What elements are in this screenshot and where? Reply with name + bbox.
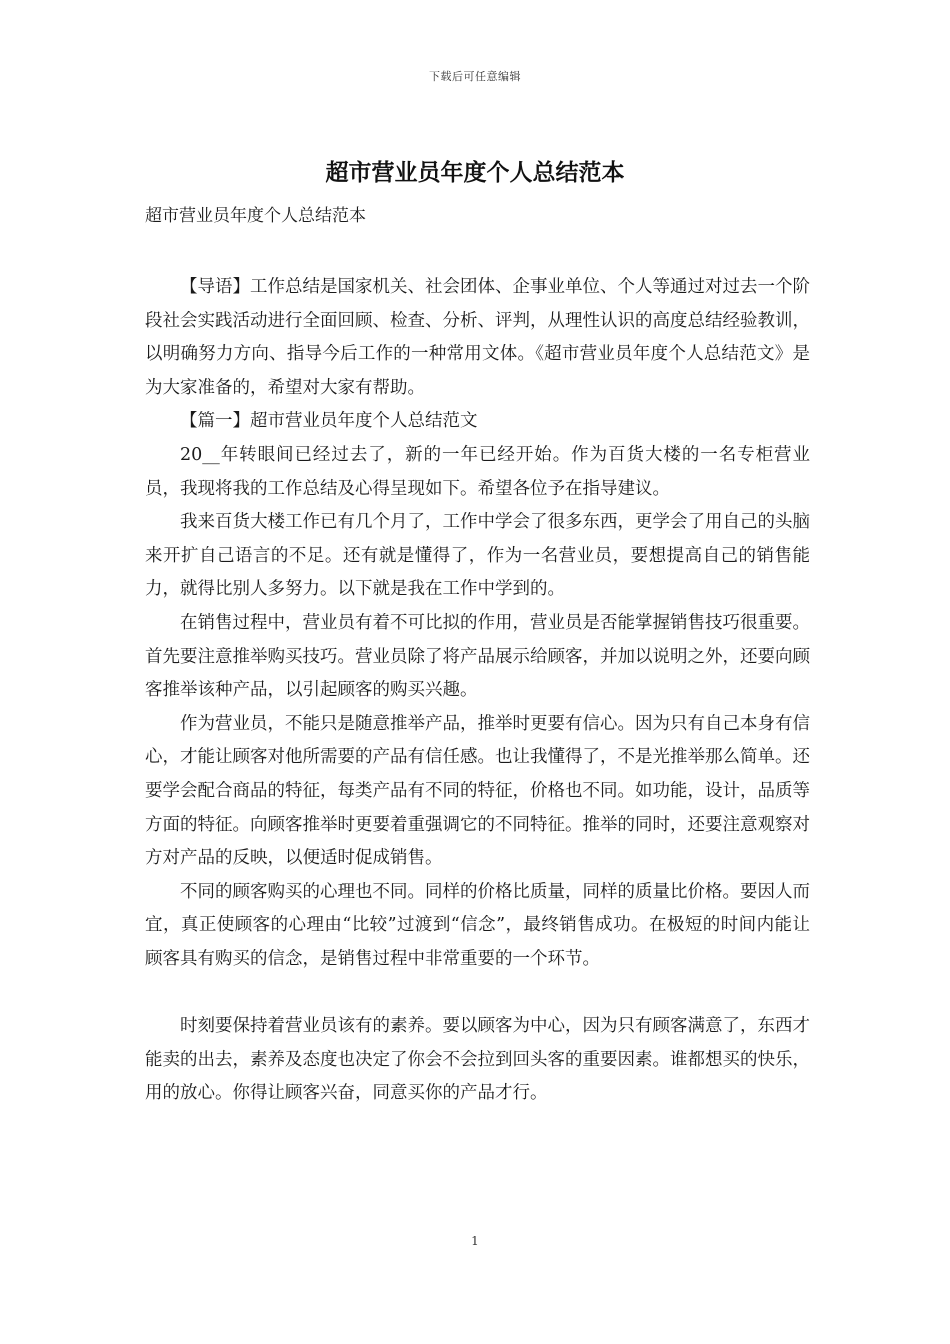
header-note: 下载后可任意编辑	[429, 70, 521, 83]
paragraph: 作为营业员，不能只是随意推举产品，推举时更要有信心。因为只有自己本身有信心，才能让顾客对他所需要的产品有信任感。也让我懂得了，不是光推举那么简单。还要学会配合商品的特征，每类产品有不同的特征，价格也不同。如功能，设计，品质等方面的特征。向顾客推举时更要着重强调它的不同特征。推举的同时，还要注意观察对方对产品的反映，以便适时促成销售。	[145, 713, 810, 869]
paragraph: 20__年转眼间已经过去了，新的一年已经开始。作为百货大楼的一名专柜营业员，我现将我的工作总结及心得呈现如下。希望各位予在指导建议。	[145, 444, 810, 499]
document-subtitle: 超市营业员年度个人总结范本	[145, 206, 366, 226]
paragraph: 我来百货大楼工作已有几个月了，工作中学会了很多东西，更学会了用自己的头脑来开扩自己语言的不足。还有就是懂得了，作为一名营业员，要想提高自己的销售能力，就得比别人多努力。以下就是我在工作中学到的。	[145, 512, 810, 600]
paragraph: 在销售过程中，营业员有着不可比拟的作用，营业员是否能掌握销售技巧很重要。首先要注意推举购买技巧。营业员除了将产品展示给顾客，并加以说明之外，还要向顾客推举该种产品，以引起顾客的购买兴趣。	[145, 612, 810, 701]
paragraph: 不同的顾客购买的心理也不同。同样的价格比质量，同样的质量比价格。要因人而宜，真正使顾客的心理由“比较”过渡到“信念”，最终销售成功。在极短的时间内能让顾客具有购买的信念，是销售过程中非常重要的一个环节。	[145, 881, 810, 969]
paragraph-section-heading: 【篇一】超市营业员年度个人总结范文	[180, 411, 478, 432]
page-number: 1	[471, 1234, 479, 1248]
paragraph-intro: 【导语】工作总结是国家机关、社会团体、企事业单位、个人等通过对过去一个阶段社会实践活动进行全面回顾、检查、分析、评判，从理性认识的高度总结经验教训，以明确努力方向、指导今后工作的一种常用文体。《超市营业员年度个人总结范文》是为大家准备的，希望对大家有帮助。	[145, 277, 810, 398]
document-title: 超市营业员年度个人总结范本	[325, 159, 625, 186]
document-body	[145, 271, 810, 1111]
paragraph: 时刻要保持着营业员该有的素养。要以顾客为中心，因为只有顾客满意了，东西才能卖的出去，素养及态度也决定了你会不会拉到回头客的重要因素。谁都想买的快乐，用的放心。你得让顾客兴奋，同意买你的产品才行。	[145, 1016, 810, 1104]
